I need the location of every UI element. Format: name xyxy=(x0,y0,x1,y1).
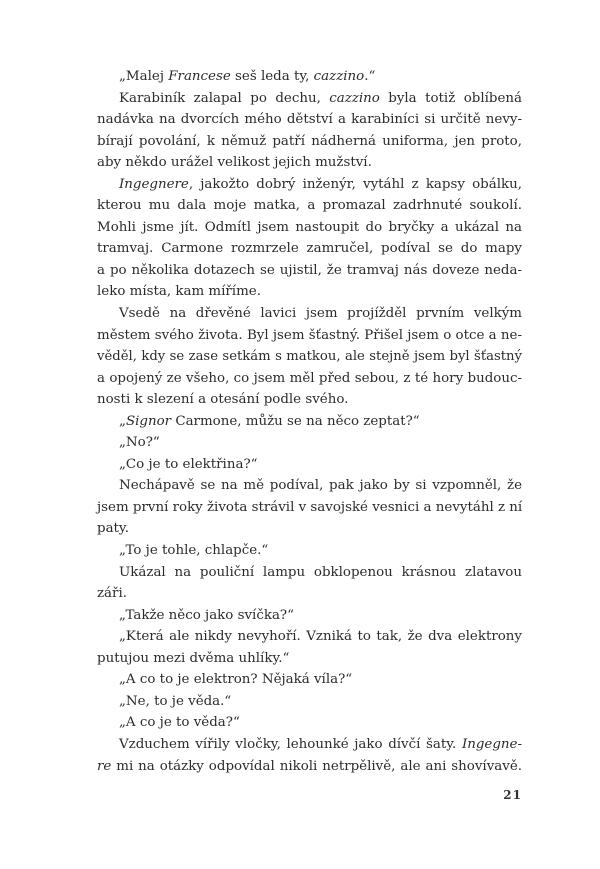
text-line xyxy=(97,691,522,713)
text-run: kterou mu dala moje matka, a promazal zadrhnuté soukolí. xyxy=(97,198,522,214)
text-line xyxy=(97,238,522,260)
text-run: Carmone, můžu se na něco zeptat?“ xyxy=(171,413,420,429)
text-line xyxy=(97,260,522,282)
text-run: mi na otázky odpovídal nikoli netrpělivě, ale ani shovívavě. xyxy=(111,758,522,774)
text-line xyxy=(97,756,522,778)
page-number: 21 xyxy=(503,788,522,802)
text-run: „Která ale nikdy nevyhoří. Vzniká to tak, že dva elektrony xyxy=(119,629,522,645)
text-line xyxy=(97,583,522,605)
text-line xyxy=(97,734,522,756)
italic-text: Ingegnere xyxy=(119,176,189,192)
text-run: jsem první roky života strávil v savojské vesnici a nevytáhl z ní xyxy=(97,499,523,515)
text-line xyxy=(97,66,522,88)
text-line xyxy=(97,562,522,584)
text-line xyxy=(97,475,522,497)
text-run: „No?“ xyxy=(119,435,160,451)
text-run: Mohli jsme jít. Odmítl jsem nastoupit do bryčky a ukázal na xyxy=(97,219,522,235)
text-line xyxy=(97,669,522,691)
text-run: putujou mezi dvěma uhlíky.“ xyxy=(97,650,290,666)
text-line xyxy=(97,712,522,734)
text-line xyxy=(97,518,522,540)
text-run: věděl, kdy se zase setkám s matkou, ale stejně jsem byl šťastný xyxy=(97,349,522,365)
text-run: „ xyxy=(119,413,126,429)
text-line xyxy=(97,174,522,196)
text-line xyxy=(97,626,522,648)
italic-text: cazzino xyxy=(313,69,365,84)
text-line xyxy=(97,432,522,454)
text-line xyxy=(97,411,522,433)
text-run: „To je tohle, chlapče.“ xyxy=(119,543,269,559)
text-run: záři. xyxy=(97,586,127,602)
text-run: Vzduchem vířily vločky, lehounké jako dívčí šaty. xyxy=(119,736,462,752)
text-line xyxy=(97,368,522,390)
text-line xyxy=(97,281,522,303)
text-run: „Malej xyxy=(119,69,169,84)
text-run: městem svého života. Byl jsem šťastný. Přišel jsem o otce a ne- xyxy=(97,327,522,343)
text-run: leko místa, kam míříme. xyxy=(97,284,261,300)
text-line xyxy=(97,195,522,217)
text-run: tramvaj. Carmone rozmrzele zamručel, podíval se do mapy xyxy=(97,241,522,257)
text-line xyxy=(97,88,522,110)
text-run: paty. xyxy=(97,521,129,537)
text-run: Vsedě na dřevěné lavici jsem projížděl prvním velkým xyxy=(119,306,522,322)
text-line xyxy=(97,325,522,347)
text-run: Ukázal na pouliční lampu obklopenou krásnou zlatavou xyxy=(119,564,522,580)
text-run: „Ne, to je věda.“ xyxy=(119,693,232,709)
text-run: „A co to je elektron? Nějaká víla?“ xyxy=(119,672,353,688)
text-line xyxy=(97,217,522,239)
text-run: a opojený ze všeho, co jsem měl před sebou, z té hory budouc- xyxy=(97,370,522,386)
italic-text: Francese xyxy=(168,69,231,84)
text-line xyxy=(97,540,522,562)
text-run: aby někdo urážel velikost jejich mužství. xyxy=(97,155,372,171)
text-run: „A co je to věda?“ xyxy=(119,715,240,731)
text-line xyxy=(97,131,522,153)
text-run: seš leda ty, xyxy=(230,69,314,84)
italic-text: re xyxy=(97,758,112,774)
text-run: nosti k slezení a otesání podle svého. xyxy=(97,392,349,408)
text-line xyxy=(97,152,522,174)
text-line xyxy=(97,497,522,519)
italic-text: cazzino xyxy=(329,90,380,106)
text-run: , jakožto dobrý inženýr, vytáhl z kapsy obálku, xyxy=(188,176,522,192)
italic-text: Ingegne- xyxy=(461,736,522,752)
text-line xyxy=(97,346,522,368)
text-line xyxy=(97,303,522,325)
text-run: Nechápavě se na mě podíval, pak jako by si vzpomněl, že xyxy=(119,478,522,494)
text-run: byla totiž oblíbená xyxy=(379,90,522,106)
text-run: a po několika dotazech se ujistil, že tramvaj nás doveze neda- xyxy=(97,262,522,278)
text-line xyxy=(97,109,522,131)
book-page-text xyxy=(97,66,522,777)
text-line xyxy=(97,605,522,627)
text-run: Karabiník zalapal po dechu, xyxy=(119,90,330,106)
text-run: nadávka na dvorcích mého dětství a karabiníci si určitě nevy- xyxy=(97,112,522,128)
text-run: bírají povolání, k němuž patří nádherná uniforma, jen proto, xyxy=(97,133,522,149)
text-line xyxy=(97,454,522,476)
text-run: .“ xyxy=(364,69,376,84)
italic-text: Signor xyxy=(125,413,172,429)
text-run: „Co je to elektřina?“ xyxy=(119,456,258,472)
text-line xyxy=(97,389,522,411)
text-run: „Takže něco jako svíčka?“ xyxy=(119,607,294,623)
text-line xyxy=(97,648,522,670)
